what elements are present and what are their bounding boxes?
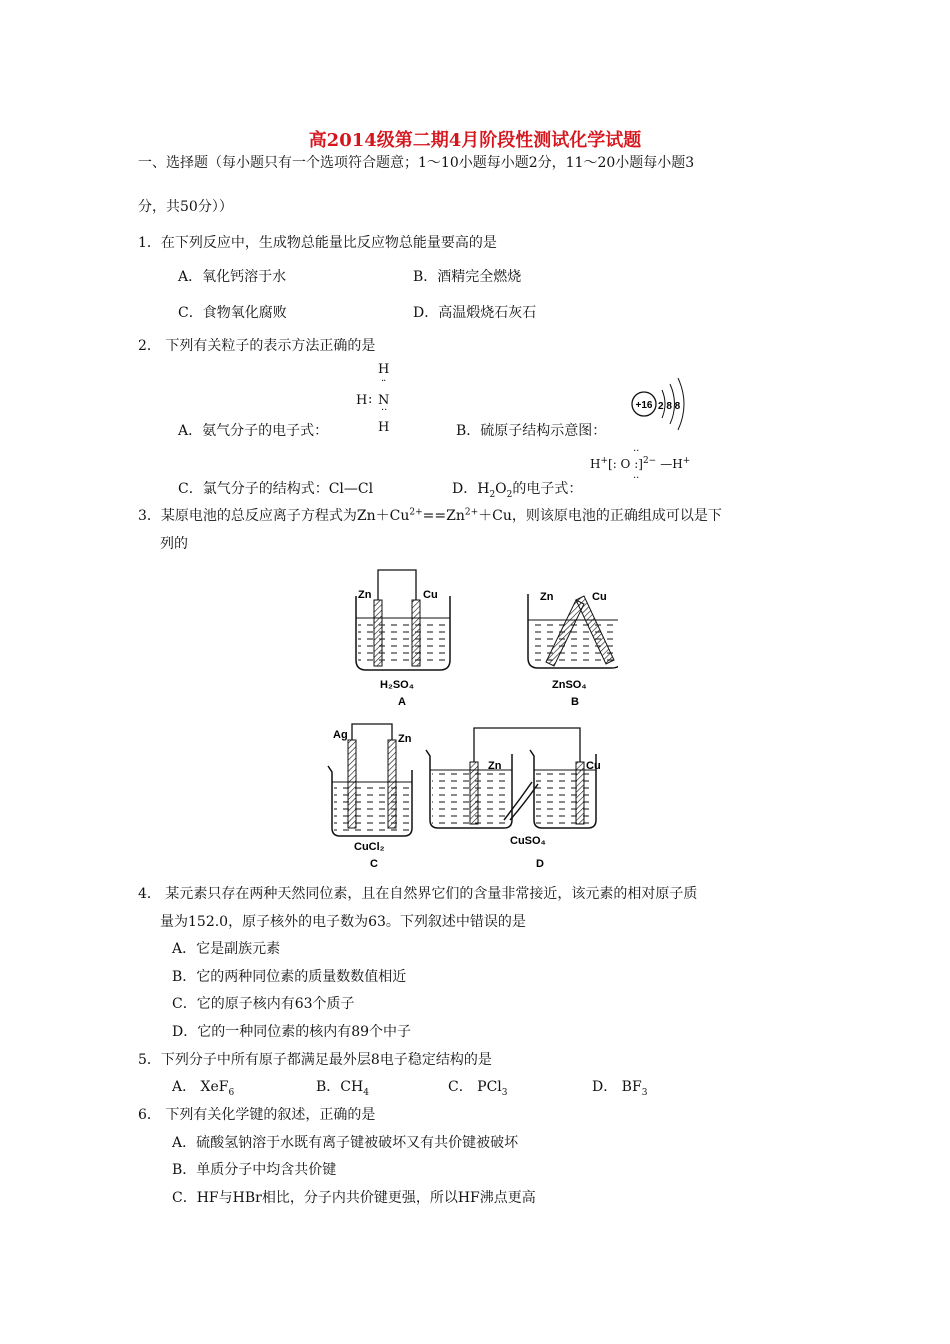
sulfur-atom-diagram bbox=[626, 372, 694, 434]
h2o2-dots-top: ·· bbox=[633, 446, 640, 457]
sulfur-shells: 2 8 8 bbox=[658, 401, 681, 412]
nh3-n: N bbox=[378, 393, 390, 408]
svg-text:Cu: Cu bbox=[592, 591, 607, 603]
svg-text:Zn: Zn bbox=[398, 733, 412, 745]
q4-option-c: C．它的原子核内有63个质子 bbox=[172, 996, 355, 1012]
q5-option-d: D． $BF_3$ bbox=[592, 1079, 648, 1098]
nh3-colon: : bbox=[368, 392, 373, 407]
q4-stem-line2: 量为152.0，原子核外的电子数为63。下列叙述中错误的是 bbox=[160, 914, 526, 930]
svg-text:Ag: Ag bbox=[333, 729, 348, 741]
q2-stem: 2． 下列有关粒子的表示方法正确的是 bbox=[138, 338, 376, 354]
q3-stem: 3．某原电池的总反应离子方程式为$Zn+Cu^{2+}==Zn^{2+}+Cu$，则该原电池的正确组成可以是下 bbox=[138, 507, 722, 524]
nh3-h-top: H bbox=[378, 362, 390, 377]
nh3-h-bottom: H bbox=[378, 420, 390, 435]
q4-option-a: A．它是副族元素 bbox=[172, 941, 281, 957]
q4-option-d: D．它的一种同位素的核内有89个中子 bbox=[172, 1024, 412, 1040]
h2o2-dots-bottom: ·· bbox=[633, 473, 640, 484]
svg-text:C: C bbox=[370, 858, 378, 870]
svg-text:Zn: Zn bbox=[540, 591, 554, 603]
q4-option-b: B．它的两种同位素的质量数数值相近 bbox=[172, 969, 407, 985]
cell-d bbox=[426, 728, 601, 870]
q3-stem-line2: 列的 bbox=[160, 536, 188, 552]
q2-option-a: A．氨气分子的电子式： bbox=[178, 423, 329, 439]
q6-option-a: A．硫酸氢钠溶于水既有离子键被破坏又有共价键被破坏 bbox=[172, 1135, 519, 1151]
q5-option-c: C． PCl$_3$ bbox=[448, 1079, 508, 1098]
q5-option-b: B．$CH_4$ bbox=[316, 1079, 369, 1098]
h2o2-electron-formula: H+[: O :]$^{2-}$ —H+ bbox=[590, 456, 691, 471]
svg-text:CuSO₄: CuSO₄ bbox=[510, 835, 546, 847]
page-title: 高2014级第二期4月阶段性测试化学试题 bbox=[308, 130, 642, 151]
svg-text:Cu: Cu bbox=[586, 760, 601, 772]
q5-stem: 5．下列分子中所有原子都满足最外层8电子稳定结构的是 bbox=[138, 1052, 492, 1068]
svg-text:Zn: Zn bbox=[488, 760, 502, 772]
cell-diagram-ab bbox=[318, 566, 618, 716]
q1-option-a: A．氧化钙溶于水 bbox=[178, 269, 287, 285]
q4-stem-line1: 4． 某元素只存在两种天然同位素，且在自然界它们的含量非常接近，该元素的相对原子质 bbox=[138, 886, 698, 902]
q6-option-b: B．单质分子中均含共价键 bbox=[172, 1162, 337, 1178]
svg-text:Cu: Cu bbox=[423, 589, 438, 601]
nh3-dots-bottom: ·· bbox=[381, 405, 388, 416]
q1-option-b: B．酒精完全燃烧 bbox=[413, 269, 522, 285]
q1-option-d: D．高温煅烧石灰石 bbox=[413, 305, 537, 321]
section-heading-line2: 分，共50分）） bbox=[138, 199, 233, 215]
q2-option-d: D．$H_2O_2$的电子式： bbox=[452, 481, 583, 500]
cell-c bbox=[328, 724, 412, 870]
svg-text:B: B bbox=[571, 696, 579, 708]
q2-option-c: C．氯气分子的结构式：Cl—Cl bbox=[178, 481, 374, 497]
nh3-h-left: H bbox=[356, 393, 368, 408]
sulfur-nucleus: +16 bbox=[635, 400, 653, 411]
q6-stem: 6． 下列有关化学键的叙述，正确的是 bbox=[138, 1107, 376, 1123]
svg-text:ZnSO₄: ZnSO₄ bbox=[552, 679, 587, 691]
q6-option-c: C．HF与HBr相比，分子内共价键更强，所以HF沸点更高 bbox=[172, 1190, 536, 1206]
svg-text:H₂SO₄: H₂SO₄ bbox=[380, 679, 414, 691]
q1-option-c: C．食物氧化腐败 bbox=[178, 305, 287, 321]
svg-text:D: D bbox=[536, 858, 544, 870]
q2-option-b: B．硫原子结构示意图： bbox=[456, 423, 607, 439]
cell-b bbox=[528, 591, 618, 708]
q1-stem: 1．在下列反应中，生成物总能量比反应物总能量要高的是 bbox=[138, 235, 497, 251]
svg-text:CuCl₂: CuCl₂ bbox=[354, 841, 385, 853]
section-heading-line1: 一、选择题（每小题只有一个选项符合题意；1～10小题每小题2分，11～20小题每小题3 bbox=[138, 155, 695, 171]
cell-a bbox=[356, 570, 450, 708]
svg-text:Zn: Zn bbox=[358, 589, 372, 601]
nh3-dots-top: ·· bbox=[381, 376, 386, 387]
svg-text:A: A bbox=[398, 696, 406, 708]
cell-diagram-cd bbox=[318, 722, 608, 872]
q5-option-a: A． XeF$_6$ bbox=[172, 1079, 235, 1098]
